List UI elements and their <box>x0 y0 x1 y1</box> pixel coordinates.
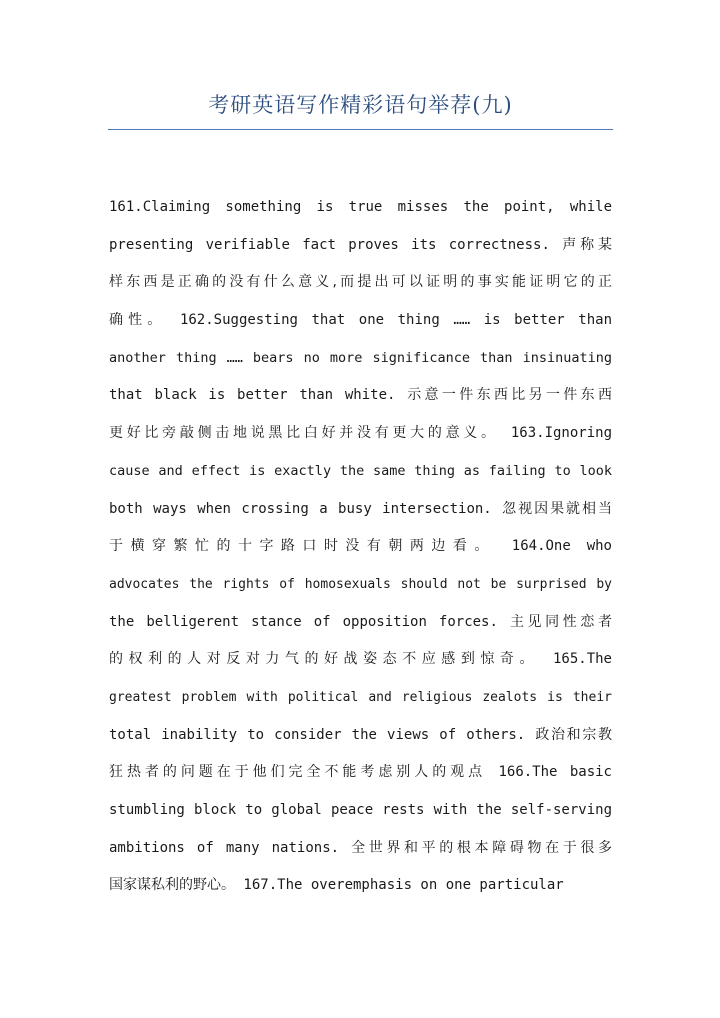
text-line: 样东西是正确的没有什么意义,而提出可以证明的事实能证明它的正 <box>109 274 612 291</box>
text-line: 狂热者的问题在于他们完全不能考虑别人的观点 166.The basic <box>109 764 612 781</box>
text-line: 国家谋私利的野心。 167.The overemphasis on one particular <box>109 877 564 894</box>
text-line: advocates the rights of homosexuals should not be surprised by <box>109 576 612 592</box>
text-line: presenting verifiable fact proves its correctness. 声称某 <box>109 236 612 253</box>
text-line: cause and effect is exactly the same thing as failing to look <box>109 462 612 479</box>
text-line: 的权利的人对反对力气的好战姿态不应感到惊奇。 165.The <box>109 651 612 668</box>
text-line: that black is better than white. 示意一件东西比另一件东西 <box>109 387 612 404</box>
text-line: ambitions of many nations. 全世界和平的根本障碍物在于很多 <box>109 839 612 856</box>
body-paragraph <box>109 189 612 905</box>
text-line: greatest problem with political and religious zealots is their <box>109 689 612 705</box>
text-line: 更好比旁敲侧击地说黑比白好并没有更大的意义。 163.Ignoring <box>109 425 612 442</box>
text-line: another thing …… bears no more significance than insinuating <box>109 349 612 366</box>
text-line: 确性。 162.Suggesting that one thing …… is better than <box>109 312 612 329</box>
text-line: the belligerent stance of opposition forces. 主见同性恋者 <box>109 613 612 630</box>
text-line: both ways when crossing a busy intersection. 忽视因果就相当 <box>109 500 612 517</box>
page-title: 考研英语写作精彩语句举荐(九) <box>208 93 513 117</box>
text-line: 于横穿繁忙的十字路口时没有朝两边看。 164.One who <box>109 538 612 555</box>
text-line: total inability to consider the views of others. 政治和宗教 <box>109 726 612 743</box>
title-underline <box>108 129 613 130</box>
text-line: stumbling block to global peace rests with the self-serving <box>109 802 612 818</box>
text-line: 161.Claiming something is true misses the point, while <box>109 199 612 215</box>
